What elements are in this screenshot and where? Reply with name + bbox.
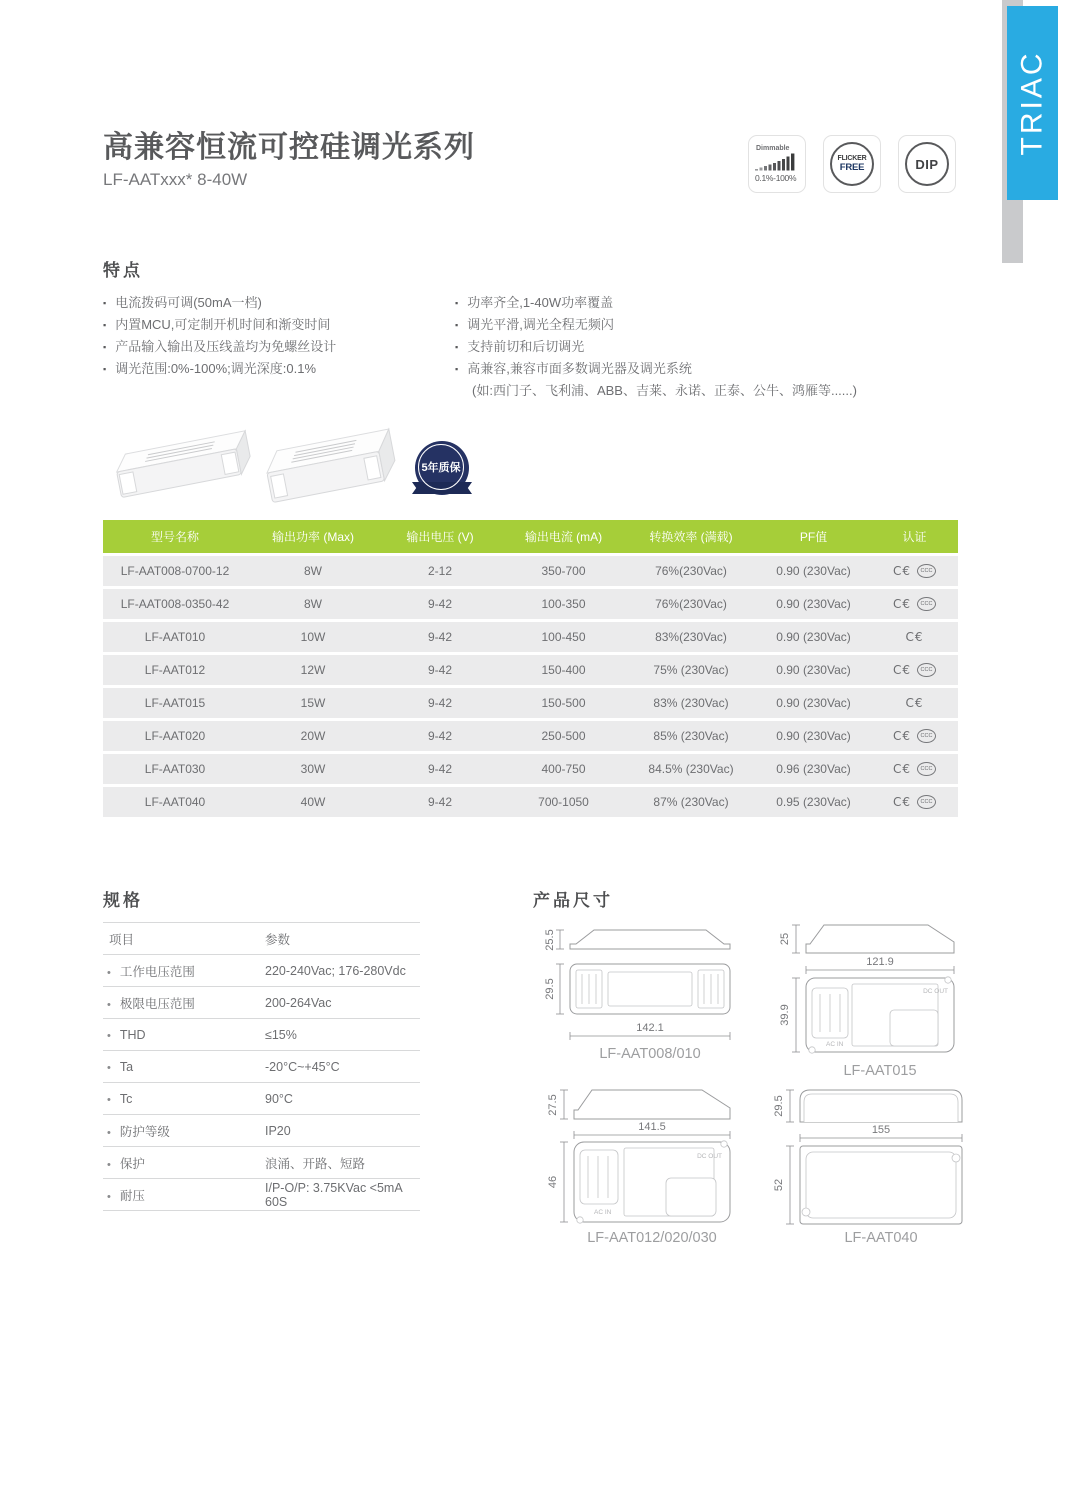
ce-mark-icon: C€ [892,564,911,578]
spec-item: • Ta [103,1060,265,1074]
cell-model: LF-AAT015 [144,696,206,710]
col-header: 认证 [902,530,927,544]
dimension-drawing-aat012-020-030 [530,1078,770,1248]
col-header: PF值 [799,530,828,544]
dim-length: 142.1 [636,1022,664,1034]
ac-in-label: AC IN [826,1041,844,1048]
warranty-text: 5年质保 [421,462,461,474]
flicker-free-circle-icon [830,142,874,186]
cell-efficiency: 83%(230Vac) [655,630,727,644]
feature-item: ▪ 电流拨码可调(50mA一档) [103,292,448,314]
cell-model: LF-AAT012 [144,663,206,677]
dim-width: 39.9 [779,1004,791,1026]
spec-value: IP20 [265,1123,291,1138]
cell-model: LF-AAT020 [144,729,206,743]
cell-current: 250-500 [541,729,586,743]
spec-item: • Tc [103,1092,265,1106]
spec-header-row [103,922,420,954]
cell-pf: 0.90 (230Vac) [776,696,851,710]
col-header: 转换效率 (满载) [649,530,733,544]
col-header: 输出电流 (mA) [524,530,603,544]
spec-item: • 防护等级 [103,1122,265,1140]
features-heading: 特点 [103,261,143,280]
ccc-mark-icon: CCC [917,795,936,809]
cell-efficiency: 87% (230Vac) [653,795,729,809]
ce-mark-icon: C€ [892,663,911,677]
dip-badge [898,135,956,193]
cell-pf: 0.96 (230Vac) [776,762,851,776]
cell-current: 400-750 [541,762,586,776]
cell-power: 12W [300,663,326,677]
cell-pf: 0.95 (230Vac) [776,795,851,809]
cell-model: LF-AAT040 [144,795,206,809]
cell-model: LF-AAT008-0350-42 [120,597,230,611]
ce-mark-icon: C€ [892,597,911,611]
dimensions-heading: 产品尺寸 [533,891,613,910]
feature-item: ▪ 调光范围:0%-100%;调光深度:0.1% [103,358,448,380]
cell-power: 10W [300,630,326,644]
ce-mark-icon: C€ [892,762,911,776]
spec-row [103,1018,420,1050]
cell-power: 8W [304,564,322,578]
dim-height: 25 [779,932,791,946]
cell-efficiency: 76%(230Vac) [655,597,727,611]
dimmable-range: 0.1%-100% [755,173,797,183]
spec-value: -20°C~+45°C [265,1059,340,1074]
triac-tab-label: TRIAC [1015,50,1049,156]
feature-item: ▪ 内置MCU,可定制开机时间和渐变时间 [103,314,448,336]
drawing-caption: LF-AAT008/010 [599,1046,701,1062]
dim-height: 27.5 [547,1094,559,1116]
ce-mark-icon: C€ [892,795,911,809]
cell-certs [871,663,958,677]
cell-voltage: 9-42 [427,762,453,776]
dim-length: 121.9 [866,956,894,968]
spec-item: • 保护 [103,1154,265,1172]
model-table [103,520,958,817]
feature-item: ▪ 高兼容,兼容市面多数调光器及调光系统 [455,358,885,380]
spec-item: • 耐压 [103,1186,265,1204]
cell-voltage: 9-42 [427,663,453,677]
cell-current: 350-700 [541,564,586,578]
spec-value: 90°C [265,1091,293,1106]
dimension-drawing-aat015 [758,912,998,1082]
table-row [103,589,958,619]
table-row [103,787,958,817]
driver-photo-2 [263,429,398,503]
dim-width: 29.5 [544,978,556,1000]
dim-length: 141.5 [638,1121,666,1133]
cell-certs [871,630,958,644]
cell-efficiency: 85% (230Vac) [653,729,729,743]
drawing-caption: LF-AAT040 [844,1230,918,1246]
page-title: 高兼容恒流可控硅调光系列 [103,131,475,164]
spec-col1-header: 项目 [109,932,135,947]
dimming-bars-icon [754,152,800,172]
cell-voltage: 9-42 [427,729,453,743]
product-photos [100,418,410,518]
drawing-caption: LF-AAT015 [843,1063,917,1079]
ccc-mark-icon: CCC [917,663,936,677]
cell-certs [871,564,958,578]
cell-current: 100-350 [541,597,586,611]
dip-circle-icon [905,142,949,186]
cell-current: 100-450 [541,630,586,644]
spec-item: • THD [103,1028,265,1042]
spec-value: 浪涌、开路、短路 [265,1156,366,1171]
cell-voltage: 9-42 [427,630,453,644]
feature-note: (如:西门子、飞利浦、ABB、吉莱、永诺、正泰、公牛、鸿雁等......) [472,383,857,398]
cell-model: LF-AAT030 [144,762,206,776]
cell-voltage: 9-42 [427,696,453,710]
warranty-ring [418,444,464,490]
table-row [103,655,958,685]
dip-text: DIP [915,156,939,172]
cell-pf: 0.90 (230Vac) [776,729,851,743]
cell-efficiency: 84.5% (230Vac) [648,762,734,776]
cell-model: LF-AAT010 [144,630,206,644]
page-subtitle: LF-AATxxx* 8-40W [103,170,248,189]
dim-height: 25.5 [544,929,556,951]
cell-current: 150-400 [541,663,586,677]
cell-pf: 0.90 (230Vac) [776,597,851,611]
spec-item: • 工作电压范围 [103,962,265,980]
ccc-mark-icon: CCC [917,729,936,743]
specs-heading: 规格 [103,891,143,910]
spec-table [103,922,420,1211]
cell-certs [871,696,958,710]
driver-photo-1 [114,431,254,498]
dim-height: 29.5 [773,1095,785,1117]
spec-value: 220-240Vac; 176-280Vdc [265,963,406,978]
dc-out-label: DC OUT [923,988,948,995]
cell-voltage: 9-42 [427,795,453,809]
cell-voltage: 2-12 [427,564,453,578]
features-left-column [103,292,448,380]
ccc-mark-icon: CCC [917,597,936,611]
spec-row [103,1050,420,1082]
dim-width: 46 [547,1175,559,1189]
cell-pf: 0.90 (230Vac) [776,663,851,677]
ce-mark-icon: C€ [892,729,911,743]
dimension-drawing-aat040 [758,1078,998,1248]
cell-power: 40W [300,795,326,809]
feature-item: ▪ 功率齐全,1-40W功率覆盖 [455,292,885,314]
cell-power: 30W [300,762,326,776]
cell-certs [871,597,958,611]
ce-mark-icon: C€ [905,696,924,710]
warranty-badge [414,441,470,509]
feature-item: ▪ 支持前切和后切调光 [455,336,885,358]
dimmable-label: Dimmable [756,145,790,152]
dimension-drawing-aat008-010 [530,918,770,1068]
spec-row [103,986,420,1018]
cell-voltage: 9-42 [427,597,453,611]
ce-mark-icon: C€ [905,630,924,644]
free-text: FREE [839,162,865,173]
col-header: 输出功率 (Max) [272,530,354,544]
cell-model: LF-AAT008-0700-12 [120,564,230,578]
cell-pf: 0.90 (230Vac) [776,630,851,644]
cell-current: 700-1050 [538,795,589,809]
cell-efficiency: 75% (230Vac) [653,663,729,677]
dc-out-label: DC OUT [697,1153,722,1160]
table-row [103,754,958,784]
cell-efficiency: 83% (230Vac) [653,696,729,710]
cell-power: 15W [300,696,326,710]
flicker-free-badge [823,135,881,193]
features-right-column [455,292,885,402]
ccc-mark-icon: CCC [917,564,936,578]
table-row [103,556,958,586]
feature-item: ▪ 产品输入输出及压线盖均为免螺丝设计 [103,336,448,358]
ac-in-label: AC IN [594,1209,612,1216]
model-table-header [103,520,958,553]
col-header: 型号名称 [150,530,199,544]
cell-certs [871,762,958,776]
spec-col2-header: 参数 [265,932,291,947]
cell-efficiency: 76%(230Vac) [655,564,727,578]
cell-pf: 0.90 (230Vac) [776,564,851,578]
dim-width: 52 [773,1178,785,1192]
feature-item: ▪ 调光平滑,调光全程无频闪 [455,314,885,336]
spec-item: • 极限电压范围 [103,994,265,1012]
spec-row [103,1178,420,1211]
spec-row [103,1146,420,1178]
cell-certs [871,795,958,809]
cell-power: 20W [300,729,326,743]
dimmable-badge [748,135,806,193]
dim-length: 155 [871,1124,891,1136]
spec-row [103,954,420,986]
cell-certs [871,729,958,743]
flicker-text: FLICKER [837,155,867,162]
spec-row [103,1114,420,1146]
table-row [103,688,958,718]
spec-value: I/P-O/P: 3.75KVac <5mA 60S [265,1180,402,1209]
ccc-mark-icon: CCC [917,762,936,776]
cell-current: 150-500 [541,696,586,710]
cell-power: 8W [304,597,322,611]
spec-value: ≤15% [265,1027,297,1042]
spec-row [103,1082,420,1114]
spec-value: 200-264Vac [265,995,332,1010]
table-row [103,721,958,751]
col-header: 输出电压 (V) [406,530,474,544]
triac-category-tab [1007,6,1058,200]
drawing-caption: LF-AAT012/020/030 [587,1230,717,1246]
table-row [103,622,958,652]
